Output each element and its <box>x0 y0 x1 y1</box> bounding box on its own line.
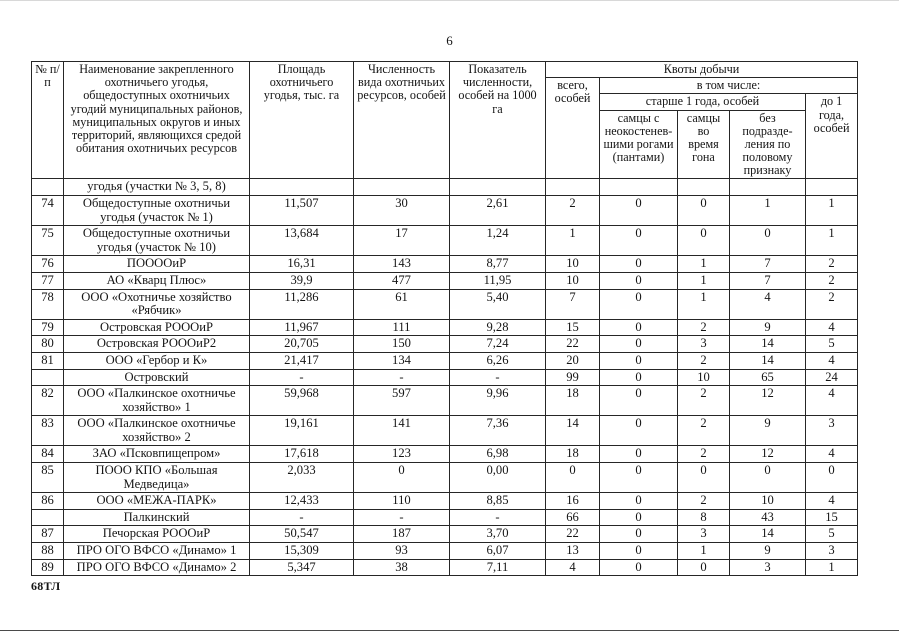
row-males-antlers: 0 <box>600 256 678 273</box>
row-no-division: 65 <box>730 369 806 386</box>
row-under1: 2 <box>806 289 858 319</box>
row-count: 134 <box>354 352 450 369</box>
header-count: Численность вида охотничьих ресурсов, особей <box>354 62 450 179</box>
row-no-division: 0 <box>730 463 806 493</box>
row-indicator: 6,07 <box>450 543 546 560</box>
header-males-antlers: самцы с неокостенев-шими рогами (пантами) <box>600 110 678 179</box>
row-indicator: 9,96 <box>450 386 546 416</box>
row-total: 0 <box>546 463 600 493</box>
row-name: Островский <box>64 369 250 386</box>
row-name: ПРО ОГО ВФСО «Динамо» 1 <box>64 543 250 560</box>
row-total: 22 <box>546 526 600 543</box>
row-males-rut: 2 <box>678 386 730 416</box>
row-name: ЗАО «Псковпищепром» <box>64 446 250 463</box>
row-total <box>546 179 600 196</box>
row-under1: 1 <box>806 226 858 256</box>
row-no-division <box>730 179 806 196</box>
footer-code: 68ТЛ <box>31 579 61 594</box>
row-num: 82 <box>32 386 64 416</box>
row-under1: 1 <box>806 195 858 225</box>
row-area: 59,968 <box>250 386 354 416</box>
table-body <box>32 179 858 576</box>
row-indicator: 8,77 <box>450 256 546 273</box>
row-total: 10 <box>546 256 600 273</box>
row-no-division: 14 <box>730 352 806 369</box>
table-row <box>32 369 858 386</box>
row-count: 30 <box>354 195 450 225</box>
row-males-rut: 0 <box>678 195 730 225</box>
row-males-antlers: 0 <box>600 526 678 543</box>
row-area: 15,309 <box>250 543 354 560</box>
page-number: 6 <box>446 33 453 48</box>
row-total: 18 <box>546 446 600 463</box>
row-indicator: - <box>450 369 546 386</box>
row-males-antlers: 0 <box>600 352 678 369</box>
row-count: 38 <box>354 559 450 576</box>
row-no-division: 4 <box>730 289 806 319</box>
row-count: 111 <box>354 319 450 336</box>
row-num: 75 <box>32 226 64 256</box>
row-under1: 5 <box>806 526 858 543</box>
row-males-rut: 2 <box>678 319 730 336</box>
row-indicator <box>450 179 546 196</box>
row-total: 22 <box>546 336 600 353</box>
table-row <box>32 446 858 463</box>
row-num: 85 <box>32 463 64 493</box>
row-under1: 1 <box>806 559 858 576</box>
row-num: 89 <box>32 559 64 576</box>
row-num: 76 <box>32 256 64 273</box>
table-row <box>32 195 858 225</box>
table-row <box>32 463 858 493</box>
row-males-antlers: 0 <box>600 386 678 416</box>
row-name: Островская РОООиР2 <box>64 336 250 353</box>
row-area: 39,9 <box>250 272 354 289</box>
row-under1: 2 <box>806 272 858 289</box>
row-area: 2,033 <box>250 463 354 493</box>
row-no-division: 9 <box>730 319 806 336</box>
row-name: Островская РОООиР <box>64 319 250 336</box>
row-total: 20 <box>546 352 600 369</box>
row-area: 20,705 <box>250 336 354 353</box>
row-under1: 4 <box>806 493 858 510</box>
row-area: 12,433 <box>250 493 354 510</box>
row-under1: 0 <box>806 463 858 493</box>
row-indicator: 6,98 <box>450 446 546 463</box>
header-quotas: Квоты добычи <box>546 62 858 78</box>
row-total: 10 <box>546 272 600 289</box>
row-males-antlers: 0 <box>600 226 678 256</box>
row-males-antlers <box>600 179 678 196</box>
header-no-sex-division: без подразде-ления по половому признаку <box>730 110 806 179</box>
table-row <box>32 179 858 196</box>
row-males-antlers: 0 <box>600 416 678 446</box>
row-males-rut: 2 <box>678 352 730 369</box>
row-under1: 4 <box>806 352 858 369</box>
row-indicator: 6,26 <box>450 352 546 369</box>
row-under1: 2 <box>806 256 858 273</box>
table-row <box>32 416 858 446</box>
row-area: 13,684 <box>250 226 354 256</box>
row-no-division: 0 <box>730 226 806 256</box>
table-header <box>32 62 858 179</box>
row-males-antlers: 0 <box>600 272 678 289</box>
row-males-rut: 0 <box>678 559 730 576</box>
row-name: Общедоступные охотничьи угодья (участок № 1) <box>64 195 250 225</box>
row-area: 50,547 <box>250 526 354 543</box>
row-under1: 4 <box>806 319 858 336</box>
table-row <box>32 256 858 273</box>
row-total: 2 <box>546 195 600 225</box>
row-count: 150 <box>354 336 450 353</box>
table-row <box>32 352 858 369</box>
row-indicator: 5,40 <box>450 289 546 319</box>
row-area: - <box>250 369 354 386</box>
row-total: 18 <box>546 386 600 416</box>
row-total: 1 <box>546 226 600 256</box>
row-no-division: 3 <box>730 559 806 576</box>
row-count <box>354 179 450 196</box>
row-num: 81 <box>32 352 64 369</box>
row-area: 5,347 <box>250 559 354 576</box>
row-num: 88 <box>32 543 64 560</box>
row-num: 80 <box>32 336 64 353</box>
row-count: - <box>354 369 450 386</box>
row-indicator: - <box>450 509 546 526</box>
row-name: ПООО КПО «Большая Медведица» <box>64 463 250 493</box>
row-males-antlers: 0 <box>600 336 678 353</box>
row-num <box>32 509 64 526</box>
row-name: ООО «Палкинское охотничье хозяйство» 1 <box>64 386 250 416</box>
row-no-division: 1 <box>730 195 806 225</box>
row-count: 143 <box>354 256 450 273</box>
table-row <box>32 226 858 256</box>
row-name: ПРО ОГО ВФСО «Динамо» 2 <box>64 559 250 576</box>
row-males-rut: 0 <box>678 226 730 256</box>
row-no-division: 14 <box>730 526 806 543</box>
row-males-rut: 2 <box>678 446 730 463</box>
row-no-division: 43 <box>730 509 806 526</box>
table-row <box>32 386 858 416</box>
row-indicator: 1,24 <box>450 226 546 256</box>
row-indicator: 0,00 <box>450 463 546 493</box>
row-males-antlers: 0 <box>600 289 678 319</box>
row-count: 110 <box>354 493 450 510</box>
row-males-antlers: 0 <box>600 493 678 510</box>
row-name: Печорская РОООиР <box>64 526 250 543</box>
row-indicator: 8,85 <box>450 493 546 510</box>
row-males-antlers: 0 <box>600 509 678 526</box>
header-name: Наименование закрепленного охотничьего угодья, общедоступных охотничьих угодий муниципальных районов, муниципальных округов и иных территорий, являющихся средой обитания охотничьих ресурсов <box>64 62 250 179</box>
row-name: ПООООиР <box>64 256 250 273</box>
row-males-antlers: 0 <box>600 543 678 560</box>
row-under1 <box>806 179 858 196</box>
table-row <box>32 336 858 353</box>
row-indicator: 3,70 <box>450 526 546 543</box>
row-num: 84 <box>32 446 64 463</box>
row-total: 13 <box>546 543 600 560</box>
row-area: 21,417 <box>250 352 354 369</box>
row-males-antlers: 0 <box>600 559 678 576</box>
row-under1: 15 <box>806 509 858 526</box>
table-row <box>32 493 858 510</box>
row-total: 15 <box>546 319 600 336</box>
row-under1: 3 <box>806 543 858 560</box>
row-total: 99 <box>546 369 600 386</box>
table-row <box>32 526 858 543</box>
row-indicator: 7,11 <box>450 559 546 576</box>
row-no-division: 7 <box>730 272 806 289</box>
row-count: 0 <box>354 463 450 493</box>
row-area: 19,161 <box>250 416 354 446</box>
row-under1: 24 <box>806 369 858 386</box>
row-males-rut: 2 <box>678 416 730 446</box>
row-indicator: 2,61 <box>450 195 546 225</box>
row-area: 11,967 <box>250 319 354 336</box>
row-under1: 4 <box>806 386 858 416</box>
row-males-antlers: 0 <box>600 195 678 225</box>
row-males-antlers: 0 <box>600 463 678 493</box>
row-total: 4 <box>546 559 600 576</box>
row-males-antlers: 0 <box>600 446 678 463</box>
row-num: 79 <box>32 319 64 336</box>
row-area: 11,286 <box>250 289 354 319</box>
table-row <box>32 272 858 289</box>
row-no-division: 7 <box>730 256 806 273</box>
row-males-rut: 3 <box>678 336 730 353</box>
row-males-rut: 1 <box>678 256 730 273</box>
row-males-rut: 3 <box>678 526 730 543</box>
row-num: 78 <box>32 289 64 319</box>
row-area: 11,507 <box>250 195 354 225</box>
row-males-rut: 1 <box>678 543 730 560</box>
row-name: Общедоступные охотничьи угодья (участок № 10) <box>64 226 250 256</box>
row-count: 61 <box>354 289 450 319</box>
row-indicator: 7,24 <box>450 336 546 353</box>
row-count: 123 <box>354 446 450 463</box>
row-count: 17 <box>354 226 450 256</box>
table-row <box>32 543 858 560</box>
row-no-division: 12 <box>730 386 806 416</box>
row-name: ООО «Охотничье хозяйство «Рябчик» <box>64 289 250 319</box>
row-males-rut: 2 <box>678 493 730 510</box>
row-indicator: 11,95 <box>450 272 546 289</box>
bottom-divider <box>0 630 899 631</box>
header-under-1-year: до 1 года, особей <box>806 94 858 179</box>
row-males-antlers: 0 <box>600 319 678 336</box>
row-no-division: 10 <box>730 493 806 510</box>
row-total: 16 <box>546 493 600 510</box>
table-row <box>32 559 858 576</box>
row-no-division: 9 <box>730 416 806 446</box>
row-count: - <box>354 509 450 526</box>
header-indicator: Показатель численности, особей на 1000 га <box>450 62 546 179</box>
row-area: 16,31 <box>250 256 354 273</box>
row-num: 87 <box>32 526 64 543</box>
row-count: 187 <box>354 526 450 543</box>
row-no-division: 12 <box>730 446 806 463</box>
row-males-rut: 1 <box>678 272 730 289</box>
row-name: Палкинский <box>64 509 250 526</box>
row-count: 597 <box>354 386 450 416</box>
header-males-rut: самцы во время гона <box>678 110 730 179</box>
header-total: всего, особей <box>546 78 600 179</box>
row-area <box>250 179 354 196</box>
header-num: № п/п <box>32 62 64 179</box>
row-num <box>32 369 64 386</box>
row-males-rut: 8 <box>678 509 730 526</box>
row-count: 93 <box>354 543 450 560</box>
row-name: угодья (участки № 3, 5, 8) <box>64 179 250 196</box>
table-row <box>32 509 858 526</box>
row-num: 86 <box>32 493 64 510</box>
row-num <box>32 179 64 196</box>
row-name: ООО «Палкинское охотничье хозяйство» 2 <box>64 416 250 446</box>
table-row <box>32 319 858 336</box>
row-under1: 3 <box>806 416 858 446</box>
row-males-antlers: 0 <box>600 369 678 386</box>
row-area: 17,618 <box>250 446 354 463</box>
row-males-rut: 10 <box>678 369 730 386</box>
row-males-rut <box>678 179 730 196</box>
row-total: 7 <box>546 289 600 319</box>
row-num: 83 <box>32 416 64 446</box>
row-under1: 4 <box>806 446 858 463</box>
row-num: 74 <box>32 195 64 225</box>
table-row <box>32 289 858 319</box>
row-num: 77 <box>32 272 64 289</box>
row-name: ООО «Гербор и К» <box>64 352 250 369</box>
row-indicator: 7,36 <box>450 416 546 446</box>
header-area: Площадь охотничьего угодья, тыс. га <box>250 62 354 179</box>
header-older-1-year: старше 1 года, особей <box>600 94 806 110</box>
hunting-quota-table <box>31 61 858 576</box>
row-total: 66 <box>546 509 600 526</box>
row-males-rut: 0 <box>678 463 730 493</box>
row-name: АО «Кварц Плюс» <box>64 272 250 289</box>
row-under1: 5 <box>806 336 858 353</box>
row-total: 14 <box>546 416 600 446</box>
header-including: в том числе: <box>600 78 858 94</box>
row-count: 477 <box>354 272 450 289</box>
row-no-division: 14 <box>730 336 806 353</box>
row-name: ООО «МЕЖА-ПАРК» <box>64 493 250 510</box>
row-indicator: 9,28 <box>450 319 546 336</box>
row-males-rut: 1 <box>678 289 730 319</box>
row-count: 141 <box>354 416 450 446</box>
row-no-division: 9 <box>730 543 806 560</box>
row-area: - <box>250 509 354 526</box>
